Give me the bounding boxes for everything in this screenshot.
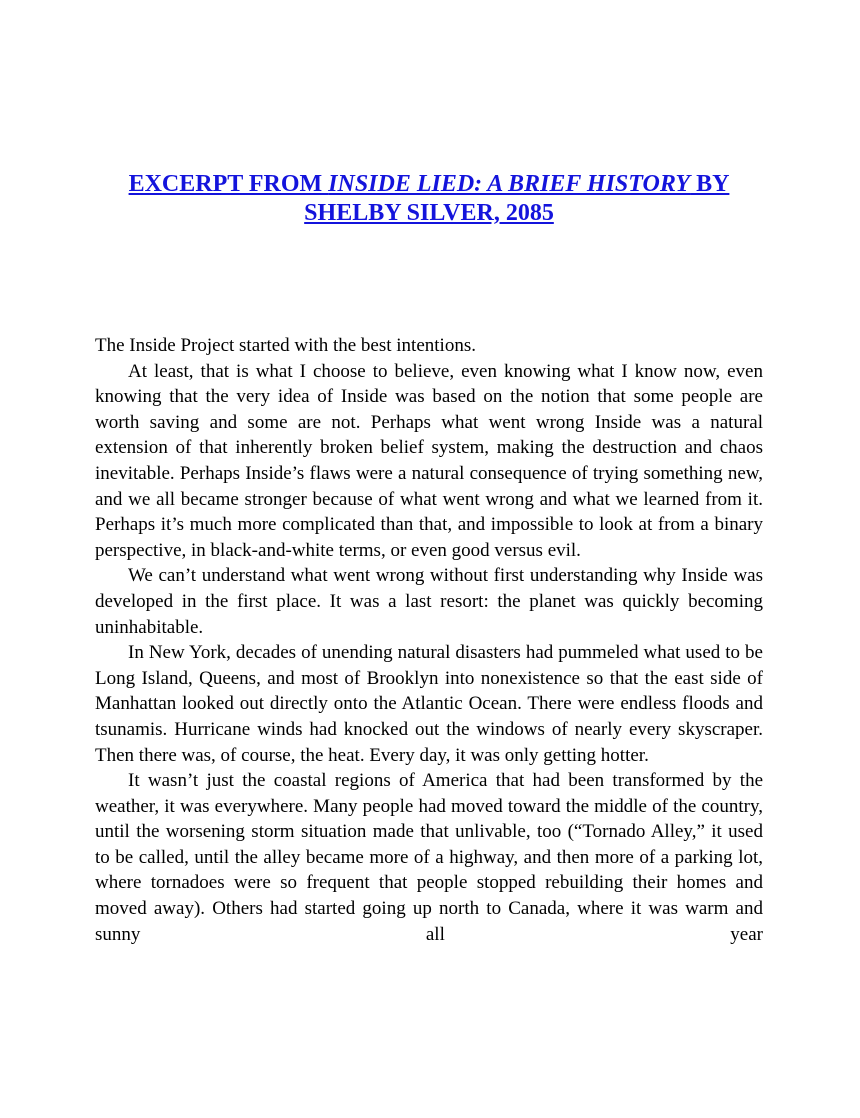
body-paragraph: The Inside Project started with the best intentions. bbox=[95, 335, 476, 356]
body-paragraph: We can’t understand what went wrong without first understanding why Inside was developed in the first place. It was a last resort: the planet was quickly becoming uninhabitable. bbox=[95, 565, 763, 638]
page-title-prefix: EXCERPT FROM bbox=[128, 171, 329, 197]
page-title-book-name: INSIDE LIED: A BRIEF HISTORY bbox=[328, 171, 691, 197]
body-paragraph: At least, that is what I choose to believe, even knowing what I know now, even knowing that the very idea of Inside was based on the notion that some people are worth saving and some are not. Perhaps what went wrong Inside was a natural extension of that inherently broken belief system, making the destruction and chaos inevitable. Perhaps Inside’s flaws were a natural consequence of trying something new, and we all became stronger because of what went wrong and what we learned from it. Perhaps it’s much more complicated than that, and impossible to look at from a binary perspective, in black-and-white terms, or even good versus evil. bbox=[95, 360, 763, 561]
body-paragraph: In New York, decades of unending natural disasters had pummeled what used to be Long Island, Queens, and most of Brooklyn into nonexistence so that the east side of Manhattan looked out directly onto the Atlantic Ocean. There were endless floods and tsunamis. Hurricane winds had knocked out the windows of nearly every skyscraper. Then there was, of course, the heat. Every day, it was only getting hotter. bbox=[95, 642, 763, 766]
page-title[interactable] bbox=[95, 170, 763, 228]
body-text bbox=[95, 333, 763, 947]
page-title-suffix: BY SHELBY SILVER, 2085 bbox=[304, 171, 730, 226]
body-paragraph: It wasn’t just the coastal regions of America that had been transformed by the weather, it was everywhere. Many people had moved toward the middle of the country, until the worsening storm situation made that unlivable, too (“Tornado Alley,” it used to be called, until the alley became more of a highway, and then more of a parking lot, where tornadoes were so frequent that people stopped rebuilding their homes and moved away). Others had started going up north to Canada, where it was warm and sunny all year bbox=[95, 770, 763, 945]
